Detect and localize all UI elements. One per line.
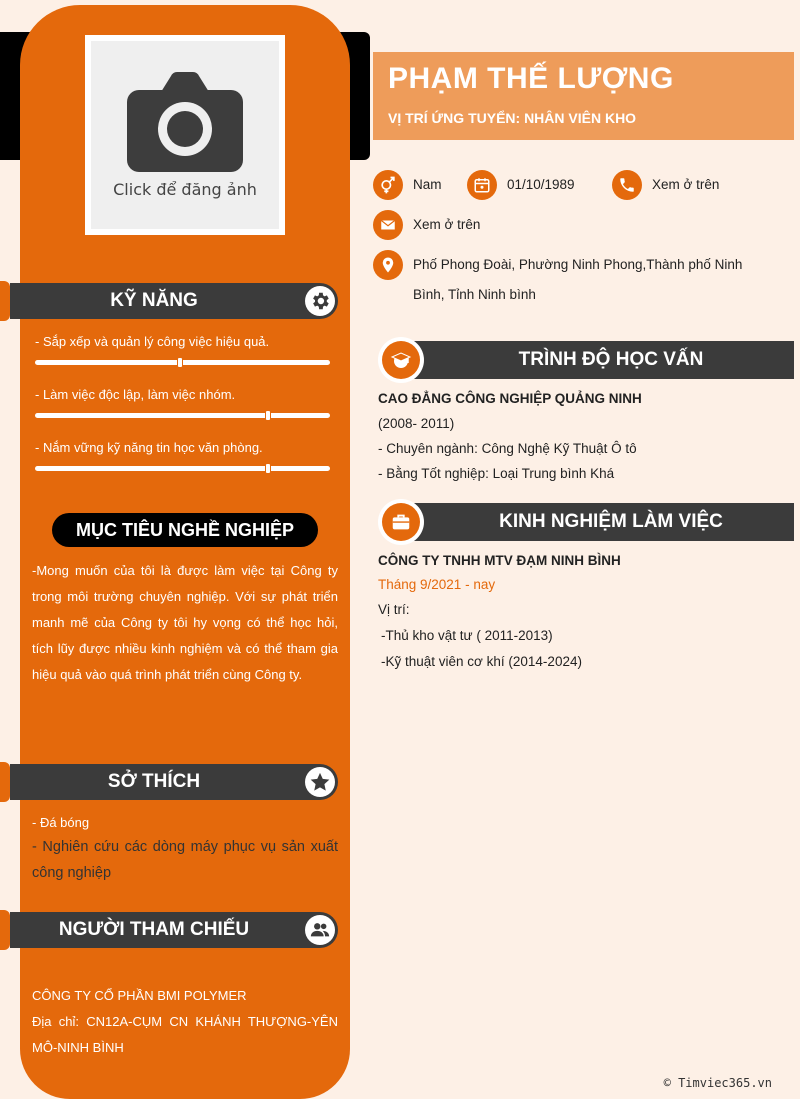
skill-label-3: - Nắm vững kỹ năng tin học văn phòng. [35, 440, 263, 455]
goal-header: MỤC TIÊU NGHỀ NGHIỆP [52, 513, 318, 547]
education-period: (2008- 2011) [378, 416, 455, 431]
birthday-value: 01/10/1989 [507, 177, 575, 192]
skill-knob-1[interactable] [177, 357, 183, 368]
gear-icon [305, 286, 335, 316]
experience-role-2: -Kỹ thuật viên cơ khí (2014-2024) [381, 654, 582, 669]
email-icon [373, 210, 403, 240]
hobby-item-1: - Đá bóng [32, 815, 90, 830]
experience-role-label: Vị trí: [378, 602, 410, 617]
email-value: Xem ở trên [413, 217, 481, 232]
experience-role-1: -Thủ kho vật tư ( 2011-2013) [381, 628, 553, 643]
education-title: TRÌNH ĐỘ HỌC VẤN [398, 341, 794, 379]
reference-address: Địa chỉ: CN12A-CỤM CN KHÁNH THƯỢNG-YÊN MÔ-NINH BÌNH [32, 1014, 338, 1055]
gender-value: Nam [413, 177, 442, 192]
goal-text: -Mong muốn của tôi là được làm việc tại Công ty trong môi trường chuyên nghiệp. Với sự phát triển manh mẽ của Công ty tôi hy vọng có thể học hỏi, tích lũy được nhiều kinh nghiệm và có thể tham gia hiệu quả vào quá trình phát triển cùng Công ty. [32, 563, 338, 682]
address-value [413, 250, 793, 310]
skill-knob-3[interactable] [265, 463, 271, 474]
applied-position: VỊ TRÍ ỨNG TUYỂN: NHÂN VIÊN KHO [388, 110, 637, 126]
skills-title: KỸ NĂNG [110, 290, 198, 311]
experience-period: Tháng 9/2021 - nay [378, 577, 496, 592]
education-degree: - Bằng Tốt nghiệp: Loại Trung bình Khá [378, 466, 615, 481]
references-title: NGƯỜI THAM CHIẾU [58, 919, 250, 940]
phone-icon [612, 170, 642, 200]
education-school: CAO ĐẲNG CÔNG NGHIỆP QUẢNG NINH [378, 391, 642, 406]
education-header [378, 341, 794, 379]
experience-title: KINH NGHIỆM LÀM VIỆC [398, 503, 794, 541]
gender-icon [373, 170, 403, 200]
star-icon [305, 767, 335, 797]
candidate-name: PHẠM THẾ LƯỢNG [388, 62, 674, 95]
hobbies-title: SỞ THÍCH [107, 771, 201, 792]
address-line-2: Bình, Tỉnh Ninh bình [413, 287, 536, 302]
phone-value: Xem ở trên [652, 177, 720, 192]
name-box [373, 52, 794, 140]
skill-bar-2 [35, 413, 330, 418]
hobby-item-2: - Nghiên cứu các dòng máy phục vụ sản xuất công nghiệp [32, 839, 338, 881]
address-line-1: Phố Phong Đoài, Phường Ninh Phong,Thành phố Ninh [413, 257, 743, 272]
hobbies-header [10, 764, 338, 800]
skill-knob-2[interactable] [265, 410, 271, 421]
graduation-cap-icon [382, 341, 420, 379]
skill-label-2: - Làm việc độc lập, làm việc nhóm. [35, 387, 236, 402]
photo-caption: Click để đăng ảnh [113, 179, 257, 199]
experience-company: CÔNG TY TNHH MTV ĐẠM NINH BÌNH [378, 553, 621, 568]
references-header [10, 912, 338, 948]
skill-label-1: - Sắp xếp và quản lý công việc hiệu quả. [35, 334, 270, 349]
users-icon [305, 915, 335, 945]
photo-upload[interactable] [85, 35, 285, 235]
education-major: - Chuyên ngành: Công Nghệ Kỹ Thuật Ô tô [378, 441, 637, 456]
reference-company: CÔNG TY CỔ PHẦN BMI POLYMER [32, 988, 247, 1003]
calendar-icon [467, 170, 497, 200]
briefcase-icon [382, 503, 420, 541]
skill-bar-1 [35, 360, 330, 365]
location-icon [373, 250, 403, 280]
skills-header [10, 283, 338, 319]
experience-header [378, 503, 794, 541]
camera-icon [127, 72, 243, 172]
skill-bar-3 [35, 466, 330, 471]
reference-details [32, 983, 338, 1061]
footer-copyright: © Timviec365.vn [663, 1076, 772, 1090]
